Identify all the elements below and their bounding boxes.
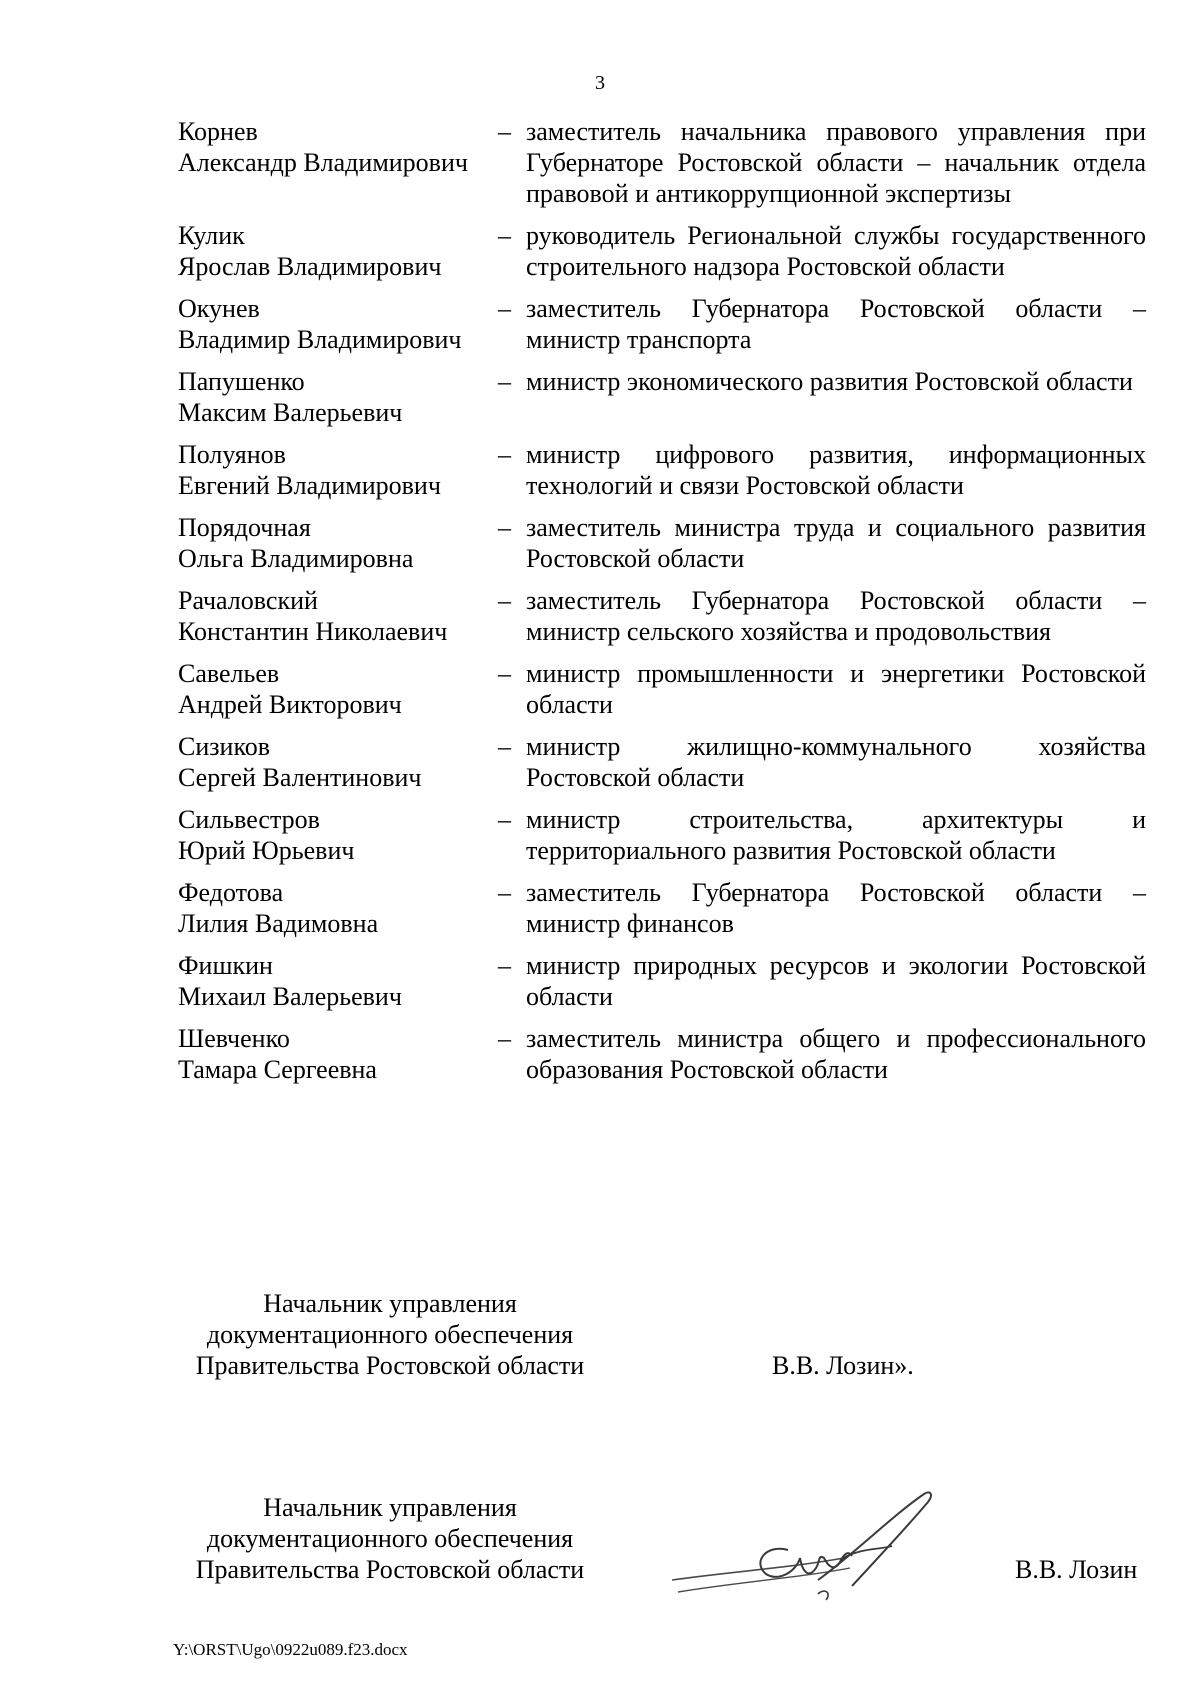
member-given-name: Константин Николаевич bbox=[178, 617, 448, 646]
member-position: министр строительства, архитектуры и территориального развития Ростовской области bbox=[526, 805, 1146, 865]
member-name bbox=[178, 512, 498, 574]
dash: – bbox=[498, 732, 511, 761]
member-name bbox=[178, 585, 498, 647]
member-position: заместитель министра труда и социального развития Ростовской области bbox=[526, 513, 1146, 573]
member-surname: Окунев bbox=[178, 294, 260, 323]
member-surname: Папушенко bbox=[178, 367, 305, 396]
member-position: заместитель министра общего и профессионального образования Ростовской области bbox=[526, 1024, 1146, 1084]
member-position: заместитель Губернатора Ростовской области – министр транспорта bbox=[526, 294, 1146, 354]
member-name bbox=[178, 220, 498, 282]
member-given-name: Владимир Владимирович bbox=[178, 325, 462, 354]
member-given-name: Тамара Сергеевна bbox=[178, 1055, 377, 1084]
list-item bbox=[178, 950, 1146, 1012]
member-position: министр цифрового развития, информационных технологий и связи Ростовской области bbox=[526, 440, 1146, 500]
list-item bbox=[178, 220, 1146, 282]
handwritten-signature bbox=[668, 1488, 948, 1610]
member-position: руководитель Региональной службы государственного строительного надзора Ростовской области bbox=[526, 221, 1146, 281]
signoff-title-line: документационного обеспечения bbox=[206, 1524, 574, 1553]
member-position: министр экономического развития Ростовской области bbox=[526, 367, 1133, 396]
file-path-footer: Y:\ORST\Ugo\0922u089.f23.docx bbox=[173, 1640, 408, 1659]
member-name bbox=[178, 877, 498, 939]
dash: – bbox=[498, 805, 511, 834]
signoff-name-2: В.В. Лозин bbox=[1015, 1555, 1138, 1584]
list-item bbox=[178, 658, 1146, 720]
list-item bbox=[178, 116, 1146, 209]
signoff-title-line: Начальник управления bbox=[263, 1493, 517, 1522]
member-surname: Полуянов bbox=[178, 440, 286, 469]
signoff-title-line: Правительства Ростовской области bbox=[195, 1351, 585, 1380]
member-position: министр природных ресурсов и экологии Ростовской области bbox=[526, 951, 1146, 1011]
dash: – bbox=[498, 367, 511, 396]
member-position: заместитель Губернатора Ростовской области – министр сельского хозяйства и продовольствия bbox=[526, 586, 1146, 646]
dash: – bbox=[498, 117, 511, 146]
member-position: министр промышленности и энергетики Ростовской области bbox=[526, 659, 1146, 719]
signoff-title-2 bbox=[160, 1492, 620, 1585]
member-surname: Федотова bbox=[178, 878, 284, 907]
member-name bbox=[178, 804, 498, 866]
member-position: министр жилищно-коммунального хозяйства Ростовской области bbox=[526, 732, 1146, 792]
signoff-title-line: документационного обеспечения bbox=[206, 1320, 574, 1349]
member-surname: Корнев bbox=[178, 117, 258, 146]
list-item bbox=[178, 804, 1146, 866]
dash: – bbox=[498, 878, 511, 907]
member-name bbox=[178, 293, 498, 355]
signoff-name-1: В.В. Лозин». bbox=[772, 1351, 914, 1380]
signoff-title-line: Правительства Ростовской области bbox=[195, 1555, 585, 1584]
member-given-name: Михаил Валерьевич bbox=[178, 982, 402, 1011]
signoff-title-1 bbox=[160, 1288, 620, 1381]
member-position: заместитель начальника правового управления при Губернаторе Ростовской области – начальник отдела правовой и антикоррупционной экспертизы bbox=[526, 117, 1146, 208]
member-given-name: Ольга Владимировна bbox=[178, 544, 414, 573]
list-item bbox=[178, 585, 1146, 647]
dash: – bbox=[498, 221, 511, 250]
member-given-name: Сергей Валентинович bbox=[178, 763, 422, 792]
member-surname: Сизиков bbox=[178, 732, 271, 761]
list-item bbox=[178, 439, 1146, 501]
member-surname: Кулик bbox=[178, 221, 245, 250]
list-item bbox=[178, 731, 1146, 793]
member-surname: Сильвестров bbox=[178, 805, 320, 834]
member-name bbox=[178, 116, 498, 178]
member-surname: Рачаловский bbox=[178, 586, 318, 615]
members-list bbox=[178, 116, 1146, 1096]
member-given-name: Александр Владимирович bbox=[178, 148, 468, 177]
member-given-name: Ярослав Владимирович bbox=[178, 252, 442, 281]
list-item bbox=[178, 877, 1146, 939]
member-name bbox=[178, 658, 498, 720]
dash: – bbox=[498, 294, 511, 323]
member-given-name: Андрей Викторович bbox=[178, 690, 402, 719]
page-number: 3 bbox=[595, 72, 605, 94]
list-item bbox=[178, 512, 1146, 574]
member-name bbox=[178, 731, 498, 793]
member-name bbox=[178, 1023, 498, 1085]
member-name bbox=[178, 366, 498, 428]
list-item bbox=[178, 366, 1146, 428]
list-item bbox=[178, 293, 1146, 355]
dash: – bbox=[498, 1024, 511, 1053]
member-surname: Савельев bbox=[178, 659, 280, 688]
dash: – bbox=[498, 951, 511, 980]
signoff-title-line: Начальник управления bbox=[263, 1289, 517, 1318]
member-position: заместитель Губернатора Ростовской области – министр финансов bbox=[526, 878, 1146, 938]
member-given-name: Юрий Юрьевич bbox=[178, 836, 355, 865]
member-surname: Порядочная bbox=[178, 513, 311, 542]
member-name bbox=[178, 950, 498, 1012]
dash: – bbox=[498, 513, 511, 542]
list-item bbox=[178, 1023, 1146, 1085]
member-given-name: Максим Валерьевич bbox=[178, 398, 403, 427]
dash: – bbox=[498, 440, 511, 469]
dash: – bbox=[498, 586, 511, 615]
member-surname: Фишкин bbox=[178, 951, 273, 980]
member-surname: Шевченко bbox=[178, 1024, 290, 1053]
dash: – bbox=[498, 659, 511, 688]
member-given-name: Евгений Владимирович bbox=[178, 471, 441, 500]
member-given-name: Лилия Вадимовна bbox=[178, 909, 379, 938]
member-name bbox=[178, 439, 498, 501]
